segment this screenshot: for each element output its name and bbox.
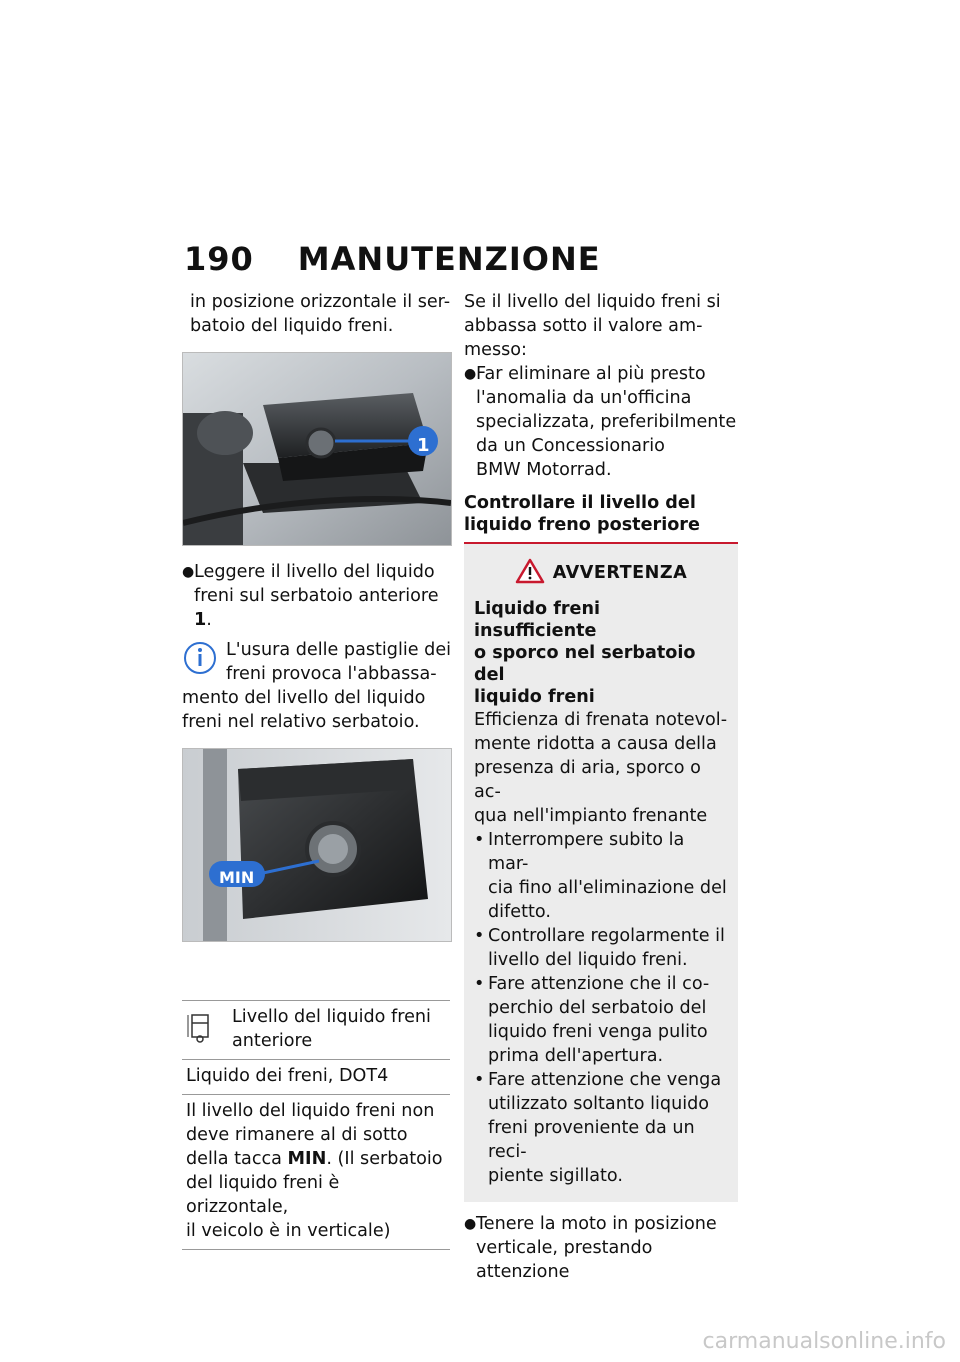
bullet-workshop: ● Far eliminare al più presto l'anomalia da un'officina specializzata, preferibilmente da un Concessionario BMW Motorrad. (464, 364, 737, 480)
reservoir-illustration (183, 353, 451, 545)
spec-fluid-row: Liquido dei freni, DOT4 (182, 1060, 450, 1095)
warning-box (464, 544, 738, 1202)
photo-brake-reservoir-top (182, 352, 452, 546)
info-icon (182, 638, 222, 686)
warning-header (474, 558, 728, 588)
min-mark-illustration (183, 749, 451, 941)
bullet-dot: ● (182, 564, 195, 580)
spec-table (182, 1000, 450, 1250)
warning-bullet: • Fare attenzione che il co- perchio del serbatoio del liquido freni venga pulito prima dell'apertura. (474, 974, 710, 1066)
spec-desc-row: Il livello del liquido freni non deve rimanere al di sotto della tacca MIN. (Il serbatoio del liquido freni è orizzontale, il veicolo è in verticale) (186, 1101, 443, 1241)
photo-min-mark (182, 748, 452, 942)
page-header (184, 240, 601, 278)
level-low-text: Se il livello del liquido freni si abbassa sotto il valore am- messo: (464, 292, 721, 360)
bullet-vertical-position: ● Tenere la moto in posizione verticale, prestando attenzione (464, 1214, 717, 1282)
warning-heading: Liquido freni insufficiente o sporco nel serbatoio del liquido freni (474, 599, 696, 707)
warning-label: AVVERTENZA (552, 563, 688, 583)
fluid-level-icon (186, 1005, 232, 1047)
warning-bullet: • Fare attenzione che venga utilizzato soltanto liquido freni proveniente da un reci- piente sigillato. (474, 1070, 722, 1186)
page-number: 190 (184, 240, 254, 278)
note-text: mento del livello del liquido freni nel relativo serbatoio. (182, 688, 426, 732)
intro-text: in posizione orizzontale il ser- batoio del liquido freni. (190, 292, 451, 336)
bullet-read-level: ● Leggere il livello del liquido freni sul serbatoio anteriore 1. (182, 562, 439, 630)
warning-text: Efficienza di frenata notevol- mente ridotta a causa della presenza di aria, sporco o ac- qua nell'impianto frenante (474, 710, 728, 826)
callout-1: 1 (417, 435, 430, 456)
spec-title-row: Livello del liquido freni anteriore (182, 1001, 450, 1060)
right-column (464, 290, 738, 1284)
section-title: MANUTENZIONE (297, 240, 601, 278)
left-column (182, 290, 452, 1250)
watermark: carmanualsonline.info (702, 1329, 946, 1354)
warning-bullet: • Interrompere subito la mar- cia fino all'eliminazione del difetto. (474, 830, 727, 922)
callout-min: MIN (219, 868, 255, 887)
warning-triangle-icon (515, 558, 545, 588)
warning-bullet: • Controllare regolarmente il livello del liquido freni. (474, 926, 725, 970)
heading-rear-brake-fluid: Controllare il livello del liquido freno posteriore (464, 493, 700, 535)
note-block: L'usura delle pastiglie dei freni provoca l'abbassa- (182, 638, 452, 686)
